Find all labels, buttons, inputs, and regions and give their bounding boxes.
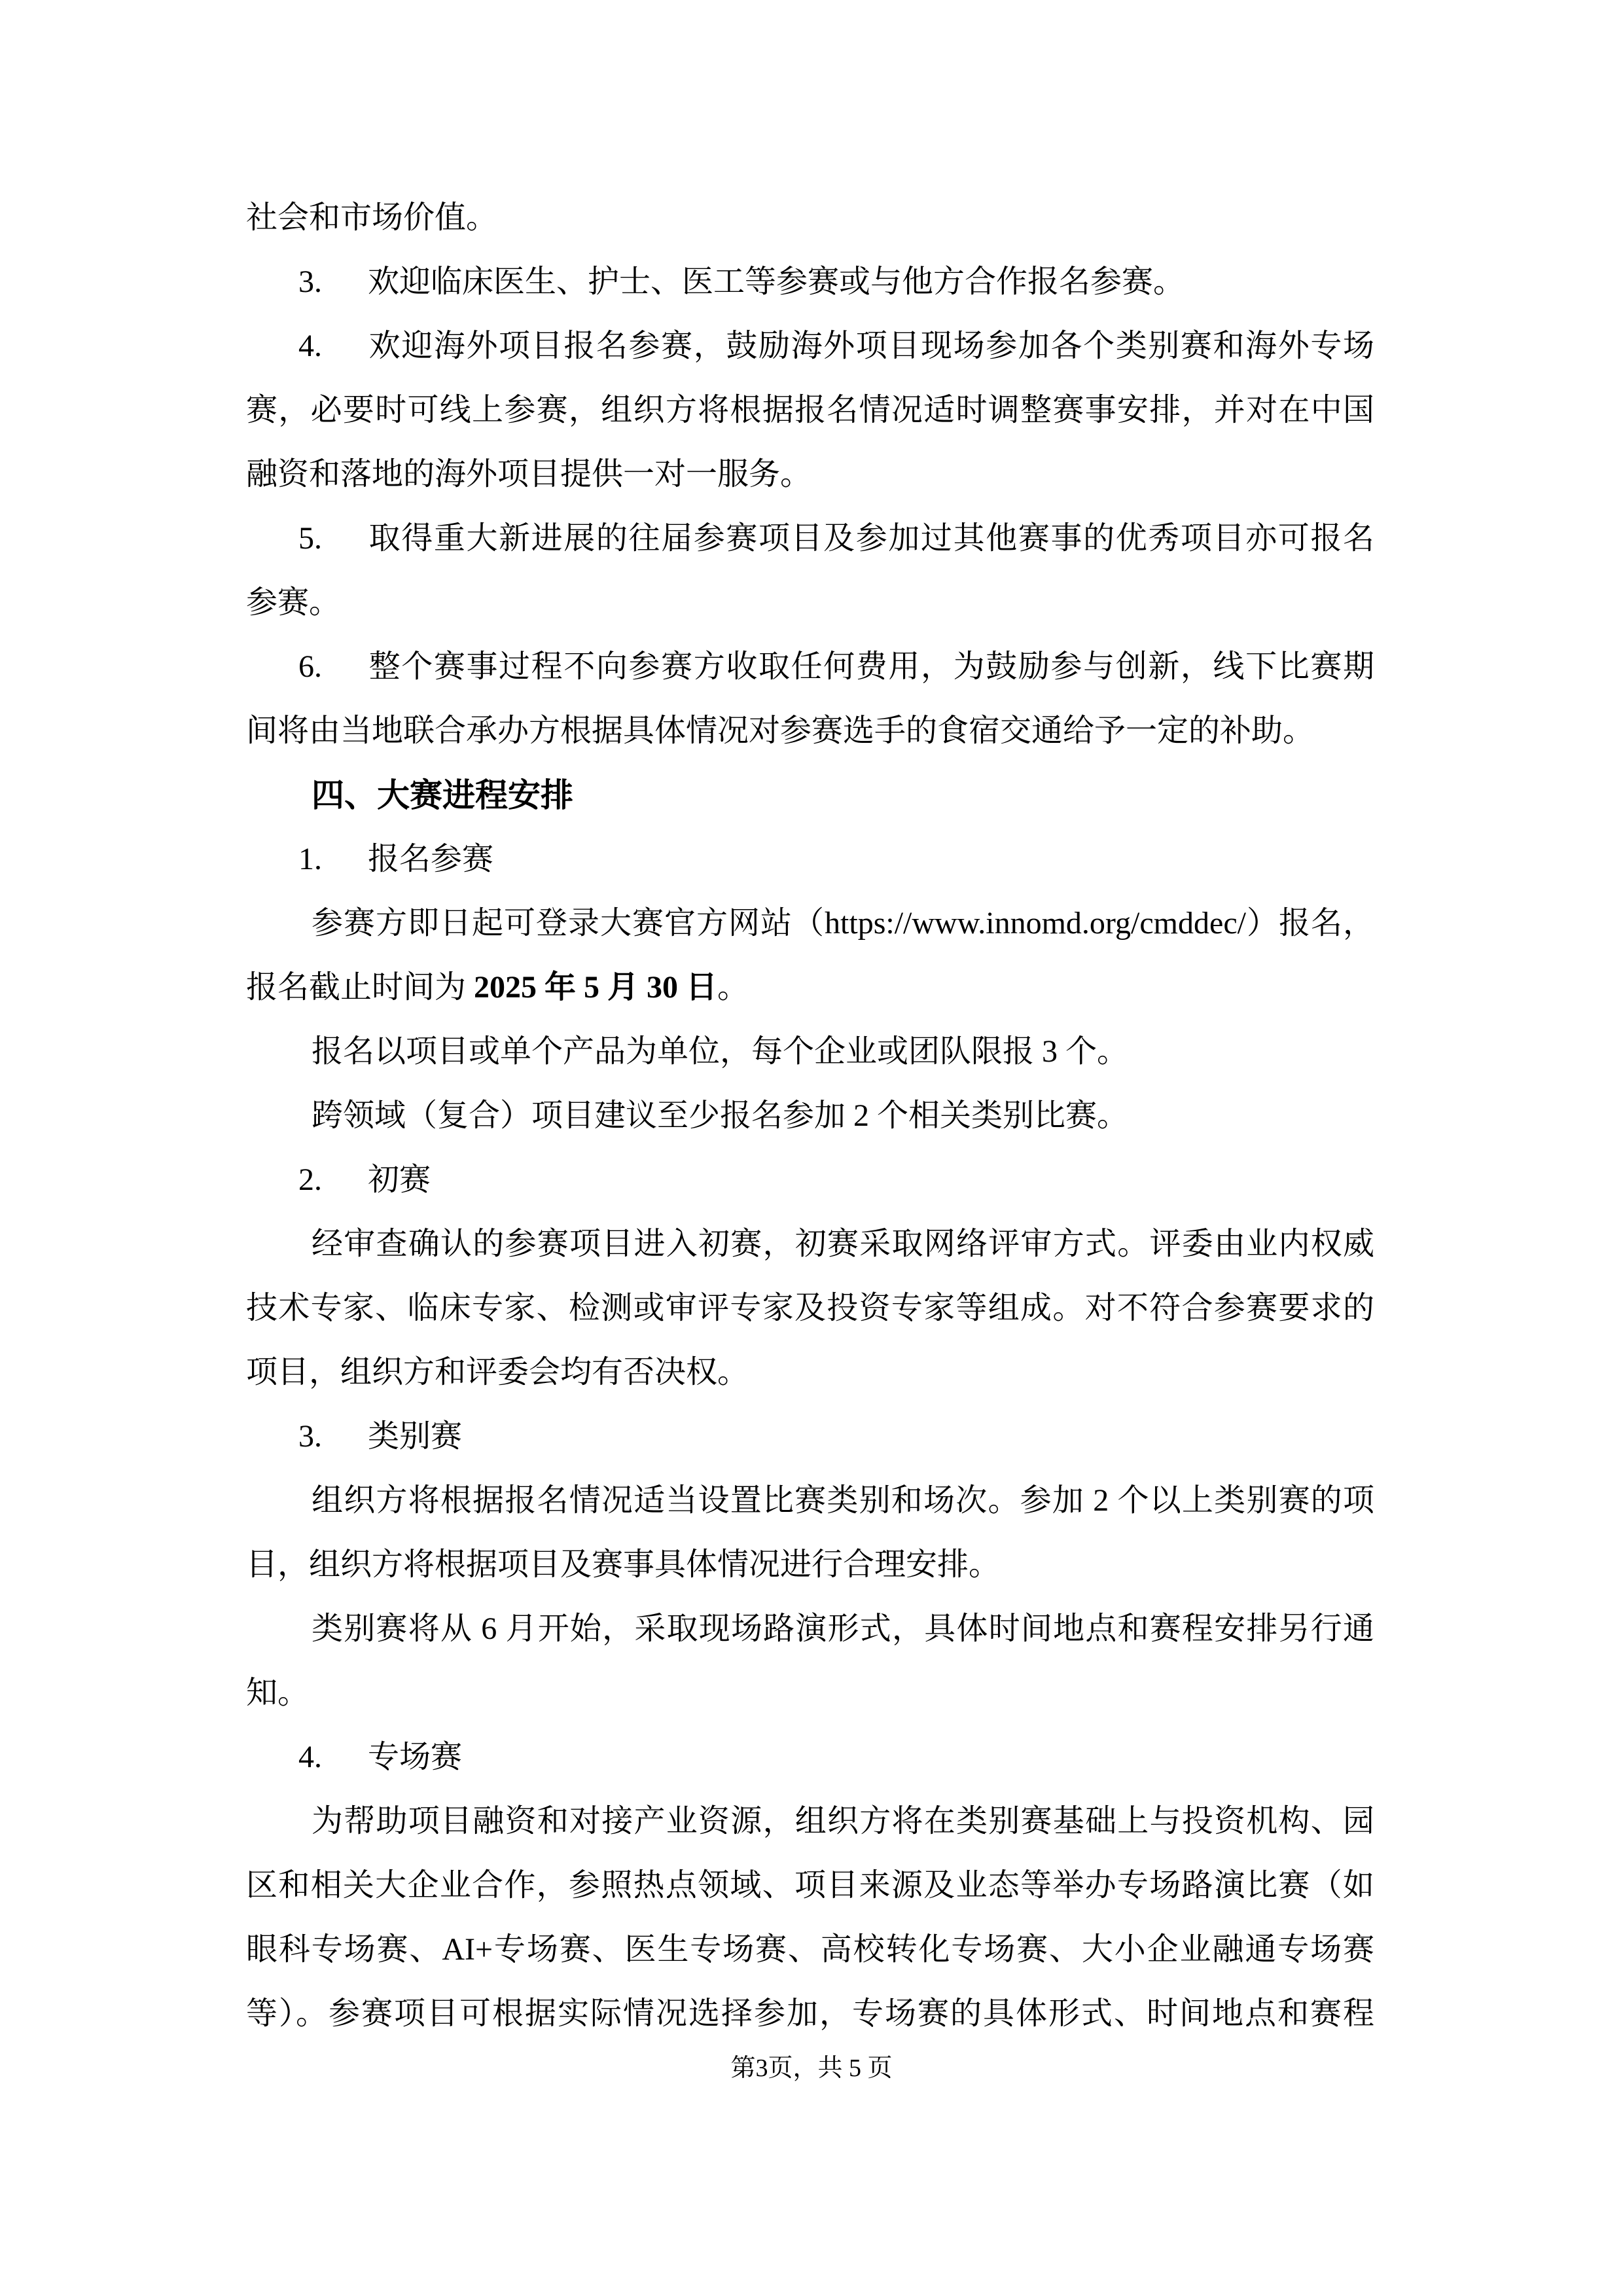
text-line <box>246 378 1374 442</box>
text-run: 类别赛 <box>368 1419 463 1454</box>
text-line <box>246 1597 1374 1661</box>
text-run: 眼科专场赛、AI+专场赛、医生专场赛、高校转化专场赛、大小企业融通专场赛 <box>246 1932 1374 1967</box>
numbered-item-line <box>246 635 1374 699</box>
text-run: 跨领域（复合）项目建议至少报名参加 2 个相关类别比赛。 <box>312 1098 1129 1133</box>
text-run: 报名截止时间为 <box>246 970 474 1005</box>
text-run: 2025 年 5 月 30 日 <box>474 970 718 1005</box>
text-run: 项目，组织方和评委会均有否决权。 <box>246 1355 749 1390</box>
text-run: 参赛。 <box>246 585 341 620</box>
text-run: 报名以项目或单个产品为单位，每个企业或团队限报 3 个。 <box>312 1034 1129 1069</box>
numbered-item-line <box>246 250 1374 314</box>
text-line <box>246 1084 1374 1148</box>
text-run: 取得重大新进展的往届参赛项目及参加过其他赛事的优秀项目亦可报名 <box>368 521 1374 556</box>
text-line <box>246 1212 1374 1276</box>
item-number: 5. <box>298 521 322 556</box>
numbered-item-line <box>246 1725 1374 1789</box>
text-run: 经审查确认的参赛项目进入初赛，初赛采取网络评审方式。评委由业内权威 <box>312 1227 1374 1261</box>
text-run: 初赛 <box>368 1162 431 1197</box>
text-run: 目，组织方将根据项目及赛事具体情况进行合理安排。 <box>246 1547 1001 1582</box>
item-number: 4. <box>298 1740 322 1774</box>
text-run: 欢迎海外项目报名参赛，鼓励海外项目现场参加各个类别赛和海外专场 <box>368 329 1374 363</box>
text-run: 。 <box>717 970 749 1005</box>
text-run: 专场赛 <box>368 1740 463 1774</box>
item-number: 1. <box>298 842 322 876</box>
item-number: 4. <box>298 329 322 363</box>
text-line <box>246 1276 1374 1340</box>
text-run: 组织方将根据报名情况适当设置比赛类别和场次。参加 2 个以上类别赛的项 <box>312 1483 1374 1518</box>
section-heading <box>246 763 1374 827</box>
text-line <box>246 1854 1374 1918</box>
text-line <box>246 1789 1374 1854</box>
text-run: ）报名， <box>1245 906 1374 941</box>
text-line <box>246 1661 1374 1725</box>
text-line <box>246 186 1374 250</box>
text-run: 等）。参赛项目可根据实际情况选择参加，专场赛的具体形式、时间地点和赛程 <box>246 1996 1374 2031</box>
text-run: 为帮助项目融资和对接产业资源，组织方将在类别赛基础上与投资机构、园 <box>312 1804 1374 1839</box>
text-line <box>246 699 1374 763</box>
numbered-item-line <box>246 1405 1374 1469</box>
text-run: 融资和落地的海外项目提供一对一服务。 <box>246 457 812 492</box>
page-number-text: 第3页，共 5 页 <box>730 2054 893 2082</box>
text-line <box>246 1340 1374 1405</box>
text-run: 知。 <box>246 1676 310 1710</box>
text-line <box>246 1020 1374 1084</box>
text-run: 区和相关大企业合作，参照热点领域、项目来源及业态等举办专场路演比赛（如 <box>246 1868 1374 1903</box>
numbered-item-line <box>246 507 1374 571</box>
text-run: 社会和市场价值。 <box>246 200 498 235</box>
document-content <box>246 186 1374 2046</box>
text-run: 整个赛事过程不向参赛方收取任何费用，为鼓励参与创新，线下比赛期 <box>368 649 1374 684</box>
item-number: 2. <box>298 1162 322 1197</box>
text-run: 参赛方即日起可登录大赛官方网站（ <box>312 906 825 941</box>
text-run: 四、大赛进程安排 <box>312 777 573 814</box>
numbered-item-line <box>246 827 1374 891</box>
text-line <box>246 1469 1374 1533</box>
text-line <box>246 891 1374 956</box>
text-line <box>246 956 1374 1020</box>
url-text: https://www.innomd.org/cmddec/ <box>825 906 1246 941</box>
text-run: 技术专家、临床专家、检测或审评专家及投资专家等组成。对不符合参赛要求的 <box>246 1291 1374 1325</box>
text-line <box>246 571 1374 635</box>
text-run: 赛，必要时可线上参赛，组织方将根据报名情况适时调整赛事安排，并对在中国 <box>246 393 1374 427</box>
text-run: 间将由当地联合承办方根据具体情况对参赛选手的食宿交通给予一定的补助。 <box>246 713 1315 748</box>
text-line <box>246 1533 1374 1597</box>
numbered-item-line <box>246 314 1374 378</box>
item-number: 3. <box>298 1419 322 1454</box>
text-run: 欢迎临床医生、护士、医工等参赛或与他方合作报名参赛。 <box>368 264 1185 299</box>
text-line <box>246 1982 1374 2046</box>
item-number: 3. <box>298 264 322 299</box>
text-line <box>246 1918 1374 1982</box>
text-run: 报名参赛 <box>368 842 494 876</box>
text-line <box>246 442 1374 507</box>
numbered-item-line <box>246 1148 1374 1212</box>
page-footer <box>0 2054 1623 2083</box>
item-number: 6. <box>298 649 322 684</box>
text-run: 类别赛将从 6 月开始，采取现场路演形式，具体时间地点和赛程安排另行通 <box>312 1611 1374 1646</box>
